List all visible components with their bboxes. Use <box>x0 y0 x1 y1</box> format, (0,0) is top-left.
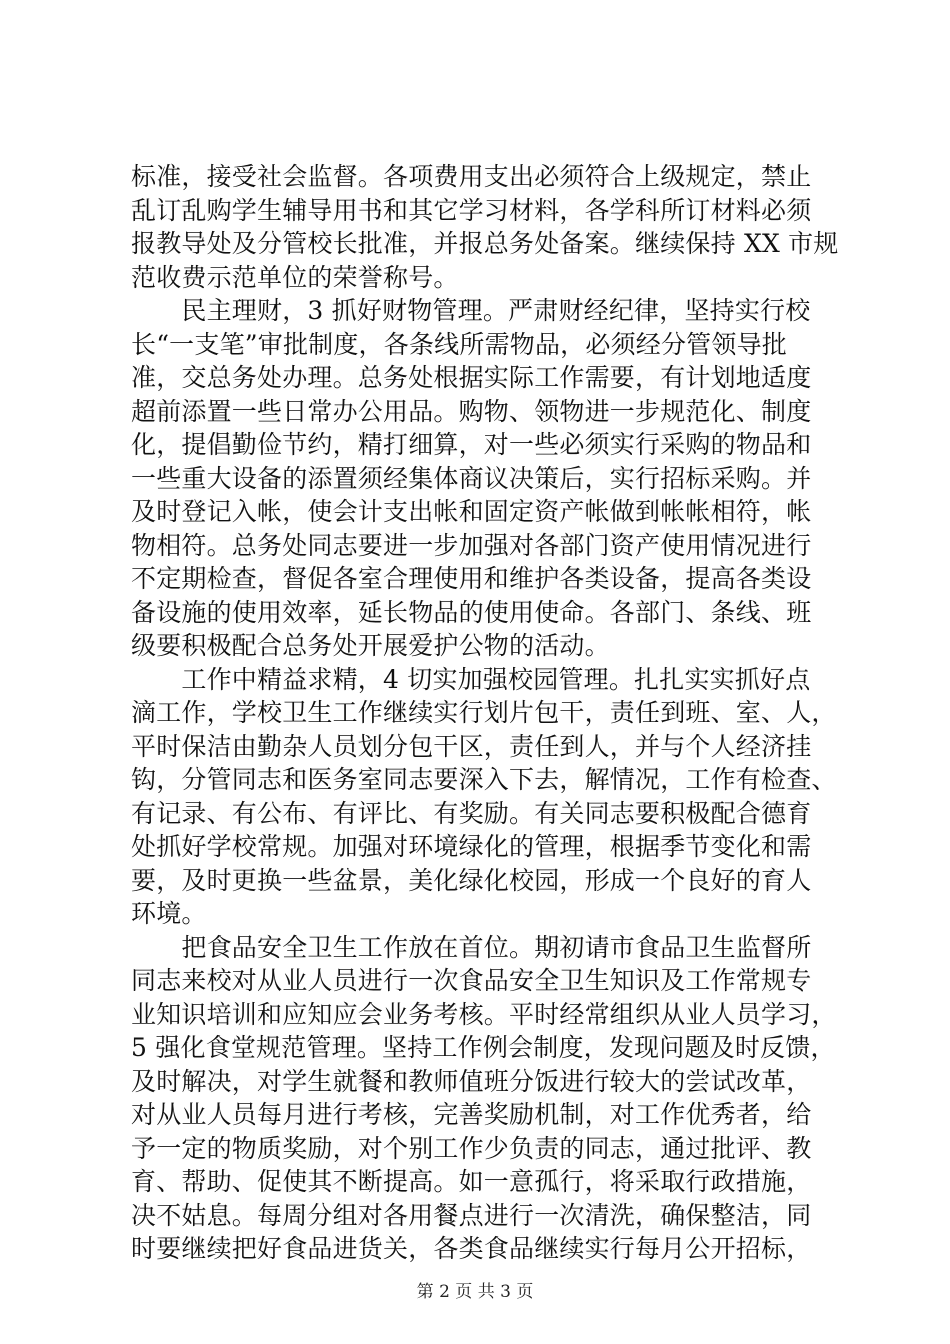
text-line: 超前添置一些日常办公用品。购物、领物进一步规范化、制度 <box>131 396 812 426</box>
text-line: 平时保洁由勤杂人员划分包干区，责任到人，并与个人经济挂 <box>131 731 812 761</box>
text-line: 对从业人员每月进行考核，完善奖励机制，对工作优秀者，给 <box>131 1100 812 1129</box>
text-line: 决不姑息。每周分组对各用餐点进行一次清洗，确保整洁，同 <box>131 1200 812 1230</box>
text-line: 同志来校对从业人员进行一次食品安全卫生知识及工作常规专 <box>131 966 812 995</box>
text-line: 报教导处及分管校长批准，并报总务处备案。继续保持 XX 市规 <box>131 229 839 258</box>
page-footer: 第 2 页 共 3 页 <box>416 1282 534 1302</box>
document-body <box>131 160 851 1266</box>
text-line: 处抓好学校常规。加强对环境绿化的管理，根据季节变化和需 <box>131 832 812 861</box>
text-line: 工作中精益求精，4 切实加强校园管理。扎扎实实抓好点 <box>131 664 811 694</box>
text-line: 范收费示范单位的荣誉称号。 <box>131 262 459 292</box>
text-line: 标准，接受社会监督。各项费用支出必须符合上级规定，禁止 <box>131 162 812 191</box>
text-line: 物相符。总务处同志要进一步加强对各部门资产使用情况进行 <box>131 530 812 560</box>
text-line: 及时解决，对学生就餐和教师值班分饭进行较大的尝试改革， <box>131 1066 812 1096</box>
text-line: 把食品安全卫生工作放在首位。期初请市食品卫生监督所 <box>131 932 812 962</box>
text-line: 备设施的使用效率，延长物品的使用使命。各部门、条线、班 <box>131 597 812 627</box>
text-line: 有记录、有公布、有评比、有奖励。有关同志要积极配合德育 <box>131 798 812 828</box>
text-line: 滴工作，学校卫生工作继续实行划片包干，责任到班、室、人， <box>131 698 837 727</box>
text-line: 要，及时更换一些盆景，美化绿化校园，形成一个良好的育人 <box>131 865 812 895</box>
text-line: 育、帮助、促使其不断提高。如一意孤行，将采取行政措施， <box>131 1167 812 1196</box>
text-line: 5 强化食堂规范管理。坚持工作例会制度，发现问题及时反馈， <box>131 1033 836 1062</box>
text-line: 时要继续把好食品进货关，各类食品继续实行每月公开招标， <box>131 1234 812 1263</box>
text-line: 钩，分管同志和医务室同志要深入下去，解情况，工作有检查、 <box>131 765 837 794</box>
text-line: 一些重大设备的添置须经集体商议决策后，实行招标采购。并 <box>131 463 812 493</box>
text-line: 级要积极配合总务处开展爱护公物的活动。 <box>131 631 610 660</box>
text-line: 准，交总务处办理。总务处根据实际工作需要，有计划地适度 <box>131 363 812 392</box>
text-line: 及时登记入帐，使会计支出帐和固定资产帐做到帐帐相符，帐 <box>131 497 812 526</box>
text-line: 民主理财，3 抓好财物管理。严肃财经纪律，坚持实行校 <box>131 296 811 325</box>
text-line: 业知识培训和应知应会业务考核。平时经常组织从业人员学习， <box>131 999 837 1029</box>
text-line: 长“一支笔”审批制度，各条线所需物品，必须经分管领导批 <box>131 329 787 359</box>
text-line: 不定期检查，督促各室合理使用和维护各类设备，提高各类设 <box>131 564 812 593</box>
text-line: 环境。 <box>131 899 207 928</box>
text-line: 化，提倡勤俭节约，精打细算，对一些必须实行采购的物品和 <box>131 430 812 459</box>
text-line: 乱订乱购学生辅导用书和其它学习材料，各学科所订材料必须 <box>131 195 812 225</box>
text-line: 予一定的物质奖励，对个别工作少负责的同志，通过批评、教 <box>131 1133 812 1163</box>
